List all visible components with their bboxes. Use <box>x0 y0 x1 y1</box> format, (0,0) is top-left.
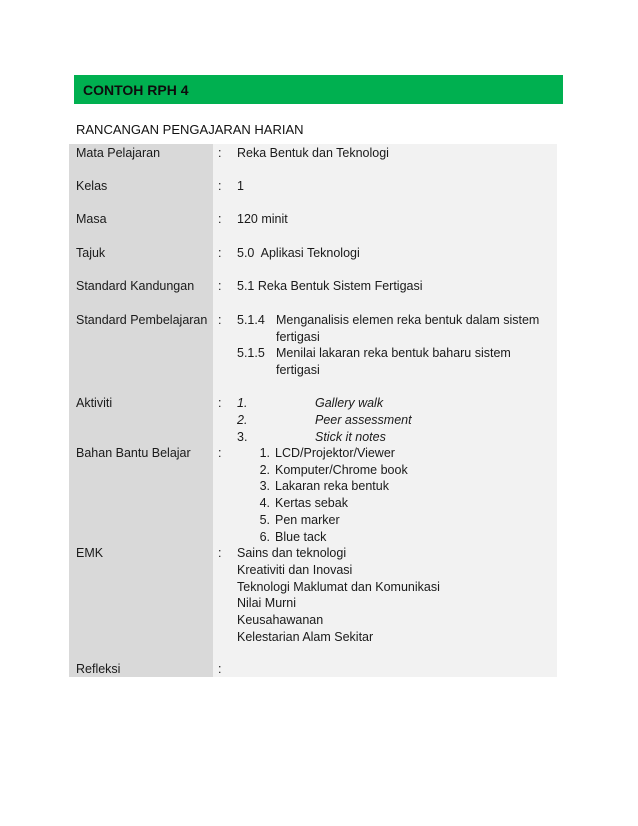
material-item: Lakaran reka bentuk <box>275 479 389 493</box>
row-label-kelas: Kelas <box>76 179 108 193</box>
activity-number: 1. <box>237 396 248 410</box>
material-item: Pen marker <box>275 513 340 527</box>
material-number: 5. <box>259 513 270 527</box>
material-number: 3. <box>259 479 270 493</box>
material-item: LCD/Projektor/Viewer <box>275 446 395 460</box>
row-label-masa: Masa <box>76 212 107 226</box>
emk-item: Nilai Murni <box>237 596 297 610</box>
material-item: Komputer/Chrome book <box>275 463 408 477</box>
emk-item: Sains dan teknologi <box>237 546 347 560</box>
row-value-mata-pelajaran: Reka Bentuk dan Teknologi <box>237 146 389 160</box>
material-item: Blue tack <box>275 530 327 544</box>
material-number: 1. <box>259 446 270 460</box>
row-label-emk: EMK <box>76 546 104 560</box>
row-label-aktiviti: Aktiviti <box>76 396 113 410</box>
learning-standard-code: 5.1.4 <box>237 313 265 327</box>
row-label-standard-pembelajaran: Standard Pembelajaran <box>76 313 208 327</box>
row-label-standard-kandungan: Standard Kandungan <box>76 279 195 293</box>
learning-standard-text: Menganalisis elemen reka bentuk dalam sistem <box>276 313 540 327</box>
emk-item: Keusahawanan <box>237 613 324 627</box>
row-colon: : <box>218 446 222 460</box>
activity-item: Gallery walk <box>315 396 384 410</box>
row-value-tajuk: 5.0 Aplikasi Teknologi <box>237 246 360 260</box>
material-number: 6. <box>259 530 270 544</box>
row-value-standard-kandungan: 5.1 Reka Bentuk Sistem Fertigasi <box>237 279 423 293</box>
row-colon: : <box>218 146 222 160</box>
activity-item: Peer assessment <box>315 413 412 427</box>
row-colon: : <box>218 662 222 676</box>
emk-item: Kelestarian Alam Sekitar <box>237 630 374 644</box>
row-label-tajuk: Tajuk <box>76 246 106 260</box>
activity-item: Stick it notes <box>315 430 386 444</box>
material-item: Kertas sebak <box>275 496 348 510</box>
learning-standard-text: fertigasi <box>276 330 320 344</box>
row-colon: : <box>218 313 222 327</box>
row-label-mata-pelajaran: Mata Pelajaran <box>76 146 161 160</box>
row-value-kelas: 1 <box>237 179 244 193</box>
activity-number: 3. <box>237 430 248 444</box>
lesson-plan-table <box>69 144 557 677</box>
title-banner <box>74 75 563 104</box>
row-colon: : <box>218 279 222 293</box>
row-colon: : <box>218 546 222 560</box>
row-label-refleksi: Refleksi <box>76 662 121 676</box>
row-colon: : <box>218 246 222 260</box>
row-value-masa: 120 minit <box>237 212 288 226</box>
emk-item: Kreativiti dan Inovasi <box>237 563 353 577</box>
learning-standard-text: fertigasi <box>276 363 320 377</box>
row-label-bahan-bantu-belajar: Bahan Bantu Belajar <box>76 446 191 460</box>
emk-item: Teknologi Maklumat dan Komunikasi <box>237 580 440 594</box>
material-number: 2. <box>259 463 270 477</box>
row-colon: : <box>218 179 222 193</box>
learning-standard-code: 5.1.5 <box>237 346 265 360</box>
material-number: 4. <box>259 496 270 510</box>
banner-title: CONTOH RPH 4 <box>83 81 189 98</box>
activity-number: 2. <box>237 413 248 427</box>
row-colon: : <box>218 212 222 226</box>
learning-standard-text: Menilai lakaran reka bentuk baharu sistem <box>276 346 511 360</box>
row-colon: : <box>218 396 222 410</box>
document-title: RANCANGAN PENGAJARAN HARIAN <box>76 122 304 137</box>
